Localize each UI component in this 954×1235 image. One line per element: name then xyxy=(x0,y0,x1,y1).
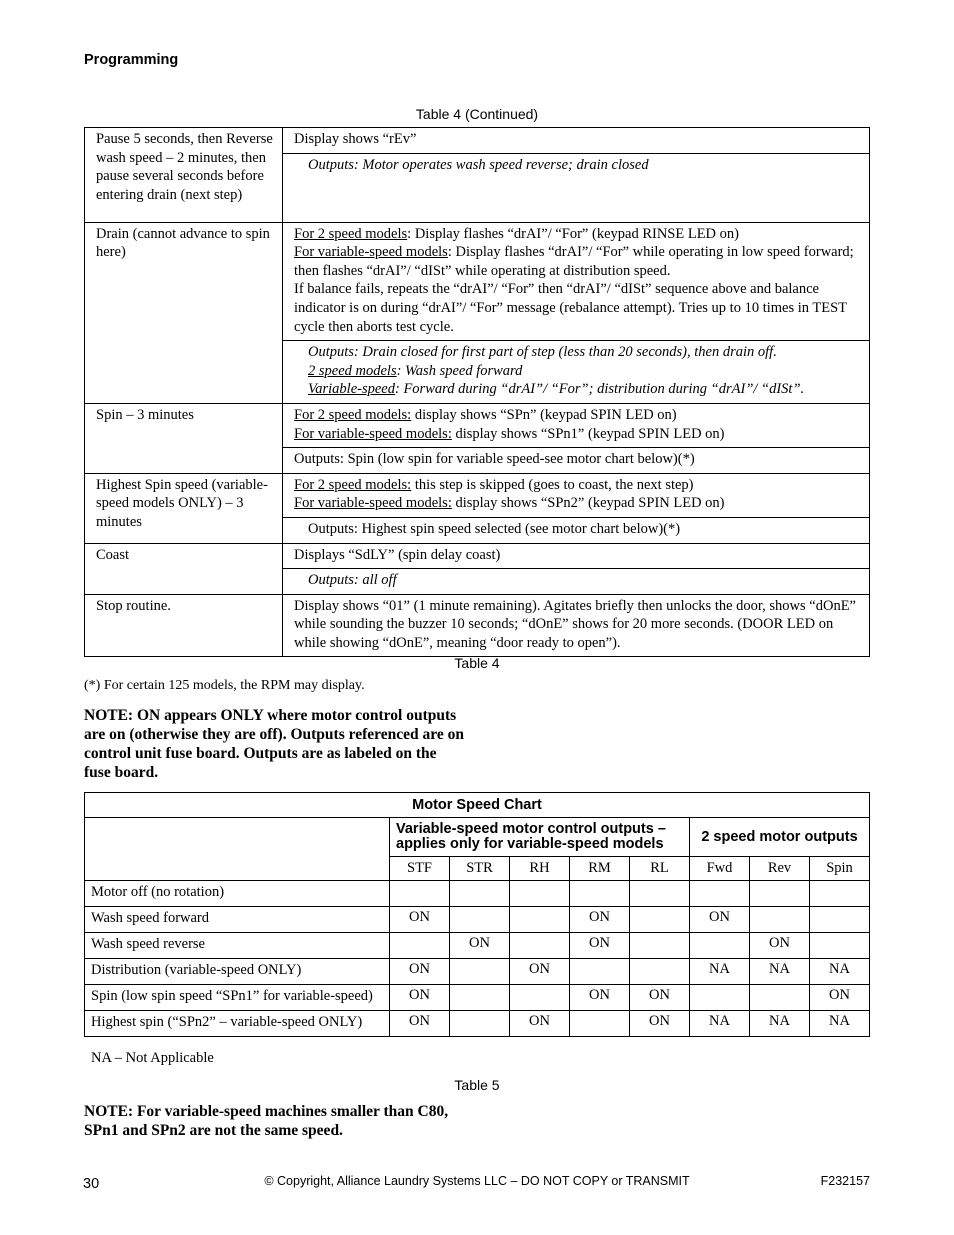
output-cell: ON xyxy=(510,1011,570,1037)
chart-row xyxy=(85,933,870,959)
output-cell: NA xyxy=(690,1011,750,1037)
step-cell: Pause 5 seconds, then Reverse wash speed – 2 minutes, then pause several seconds before entering drain (next step) xyxy=(85,128,283,223)
output-cell xyxy=(630,933,690,959)
chart-row xyxy=(85,907,870,933)
model-label: For variable-speed models: xyxy=(294,425,452,442)
display-text: : Display flashes “drAI”/ “For” while operating in low speed forward; then flashes “drAI”/ “dISt” while operating at distribution speed. xyxy=(294,244,854,279)
output-cell: NA xyxy=(750,1011,810,1037)
output-cell: ON xyxy=(690,907,750,933)
table4 xyxy=(84,127,870,657)
output-cell: ON xyxy=(390,985,450,1011)
chart-group-row xyxy=(85,818,870,857)
outputs-cell: Outputs: Spin (low spin for variable speed-see motor chart below)(*) xyxy=(283,448,870,474)
output-cell: ON xyxy=(450,933,510,959)
outputs-text: Outputs: Drain closed for first part of step (less than 20 seconds), then drain off. xyxy=(308,344,777,361)
output-cell xyxy=(450,907,510,933)
outputs-cell: Outputs: all off xyxy=(283,569,870,595)
output-cell: ON xyxy=(570,933,630,959)
outputs-cell xyxy=(283,341,870,404)
column-header: Fwd xyxy=(690,857,750,881)
table4-row xyxy=(85,473,870,517)
output-cell: ON xyxy=(390,1011,450,1037)
row-label: Highest spin (“SPn2” – variable-speed ONLY) xyxy=(85,1011,390,1037)
output-cell xyxy=(810,881,870,907)
copyright-notice: © Copyright, Alliance Laundry Systems LLC – DO NOT COPY or TRANSMIT xyxy=(264,1174,690,1188)
column-header: RM xyxy=(570,857,630,881)
section-heading: Programming xyxy=(84,52,179,68)
output-cell xyxy=(570,959,630,985)
table4-caption-continued: Table 4 (Continued) xyxy=(415,106,539,122)
output-cell xyxy=(450,959,510,985)
table4-row xyxy=(85,543,870,569)
table4-row xyxy=(85,222,870,341)
display-text: display shows “SPn1” (keypad SPIN LED on) xyxy=(451,425,725,442)
page-number: 30 xyxy=(83,1176,100,1192)
output-cell: ON xyxy=(510,959,570,985)
outputs-cell: Outputs: Motor operates wash speed reverse; drain closed xyxy=(283,153,870,222)
model-label: For variable-speed models: xyxy=(294,495,452,512)
step-cell: Spin – 3 minutes xyxy=(85,403,283,473)
output-cell: ON xyxy=(570,907,630,933)
display-text: display shows “SPn” (keypad SPIN LED on) xyxy=(411,406,677,423)
row-label: Wash speed reverse xyxy=(85,933,390,959)
output-cell xyxy=(510,907,570,933)
na-note: NA – Not Applicable xyxy=(91,1050,214,1066)
output-cell: ON xyxy=(570,985,630,1011)
output-cell xyxy=(450,1011,510,1037)
row-label: Wash speed forward xyxy=(85,907,390,933)
table5-caption: Table 5 xyxy=(454,1077,500,1093)
chart-row xyxy=(85,1011,870,1037)
two-speed-group-header: 2 speed motor outputs xyxy=(690,818,870,857)
model-label: For 2 speed models: xyxy=(294,476,412,493)
chart-row xyxy=(85,881,870,907)
output-cell: ON xyxy=(630,1011,690,1037)
table4-row xyxy=(85,128,870,154)
output-cell xyxy=(390,881,450,907)
output-cell: ON xyxy=(750,933,810,959)
motor-speed-chart xyxy=(84,792,870,1037)
output-cell xyxy=(570,1011,630,1037)
output-cell: ON xyxy=(390,959,450,985)
output-cell xyxy=(450,881,510,907)
output-cell: NA xyxy=(750,959,810,985)
step-cell: Highest Spin speed (variable-speed models ONLY) – 3 minutes xyxy=(85,473,283,543)
output-cell: ON xyxy=(630,985,690,1011)
display-cell xyxy=(283,222,870,341)
output-cell xyxy=(510,933,570,959)
model-label: For 2 speed models xyxy=(294,225,408,242)
display-cell xyxy=(283,473,870,517)
output-cell: ON xyxy=(810,985,870,1011)
outputs-cell: Outputs: Highest spin speed selected (see motor chart below)(*) xyxy=(283,517,870,543)
table4-row xyxy=(85,403,870,447)
row-label: Motor off (no rotation) xyxy=(85,881,390,907)
model-label: For variable-speed models xyxy=(294,244,448,261)
output-cell xyxy=(570,881,630,907)
table4-row xyxy=(85,594,870,657)
step-cell: Coast xyxy=(85,543,283,594)
chart-row xyxy=(85,985,870,1011)
column-header: Rev xyxy=(750,857,810,881)
output-cell xyxy=(690,985,750,1011)
model-label: Variable-speed xyxy=(308,381,395,398)
model-label: 2 speed models xyxy=(308,362,397,379)
column-header: RL xyxy=(630,857,690,881)
chart-title-row xyxy=(85,793,870,818)
output-cell: NA xyxy=(690,959,750,985)
output-cell xyxy=(690,933,750,959)
output-cell xyxy=(810,907,870,933)
output-cell xyxy=(630,959,690,985)
output-cell: ON xyxy=(390,907,450,933)
empty-header-cell xyxy=(85,818,390,881)
display-text: : Display flashes “drAI”/ “For” (keypad RINSE LED on) xyxy=(407,225,739,242)
display-cell: Display shows “01” (1 minute remaining). Agitates briefly then unlocks the door, shows “dOnE” while sounding the buzzer 10 seconds; “dOnE” shows for 20 more seconds. (DOOR LED on while showing “dOnE”, meaning “door ready to open”). xyxy=(283,594,870,657)
column-header: STF xyxy=(390,857,450,881)
output-cell xyxy=(510,985,570,1011)
footnote: (*) For certain 125 models, the RPM may display. xyxy=(84,678,365,693)
column-header: Spin xyxy=(810,857,870,881)
output-cell xyxy=(390,933,450,959)
output-cell xyxy=(510,881,570,907)
note-outputs: NOTE: ON appears ONLY where motor control outputs are on (otherwise they are off). Outputs referenced are on control unit fuse board. Outputs are as labeled on the fuse board. xyxy=(84,707,464,781)
display-cell: Displays “SdLY” (spin delay coast) xyxy=(283,543,870,569)
variable-speed-group-header: Variable-speed motor control outputs – applies only for variable-speed models xyxy=(390,818,690,857)
display-cell xyxy=(283,403,870,447)
output-cell xyxy=(750,881,810,907)
chart-row xyxy=(85,959,870,985)
row-label: Distribution (variable-speed ONLY) xyxy=(85,959,390,985)
step-cell: Drain (cannot advance to spin here) xyxy=(85,222,283,403)
output-cell xyxy=(690,881,750,907)
model-label: For 2 speed models: xyxy=(294,406,412,423)
display-text: display shows “SPn2” (keypad SPIN LED on) xyxy=(451,495,725,512)
output-cell xyxy=(750,907,810,933)
output-cell: NA xyxy=(810,1011,870,1037)
display-text: If balance fails, repeats the “drAI”/ “For” then “drAI”/ “dISt” sequence above and balance indicator is on during “drAI”/ “For” message (rebalance attempt). Tries up to 10 times in TEST cycle then aborts test cycle. xyxy=(294,281,847,335)
outputs-text: : Forward during “drAI”/ “For”; distribution during “drAI”/ “dISt”. xyxy=(394,381,805,398)
output-cell: NA xyxy=(810,959,870,985)
document-id: F232157 xyxy=(820,1174,870,1188)
chart-title: Motor Speed Chart xyxy=(85,793,870,818)
table4-caption: Table 4 xyxy=(454,655,500,671)
output-cell xyxy=(630,881,690,907)
column-header: RH xyxy=(510,857,570,881)
step-cell: Stop routine. xyxy=(85,594,283,657)
row-label: Spin (low spin speed “SPn1” for variable-speed) xyxy=(85,985,390,1011)
note-variable-speed: NOTE: For variable-speed machines smaller than C80, SPn1 and SPn2 are not the same speed. xyxy=(84,1103,449,1139)
output-cell xyxy=(450,985,510,1011)
display-cell: Display shows “rEv” xyxy=(283,128,870,154)
column-header: STR xyxy=(450,857,510,881)
output-cell xyxy=(630,907,690,933)
output-cell xyxy=(750,985,810,1011)
outputs-text: : Wash speed forward xyxy=(396,362,523,379)
display-text: this step is skipped (goes to coast, the next step) xyxy=(411,476,694,493)
output-cell xyxy=(810,933,870,959)
